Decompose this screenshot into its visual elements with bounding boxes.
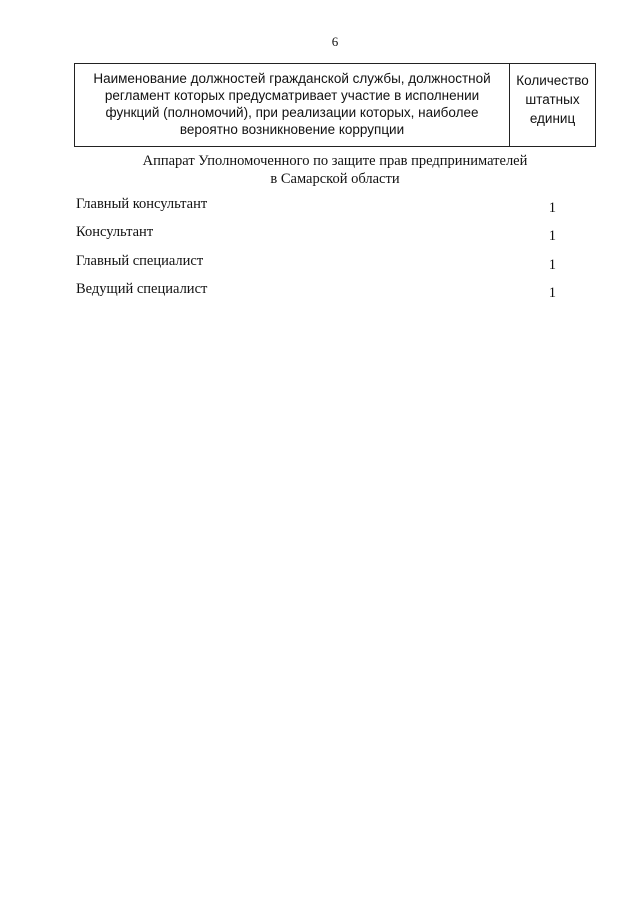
position-name: Консультант [76, 224, 154, 241]
header-table [74, 63, 596, 147]
staff-count-column-header [510, 64, 595, 146]
position-name: Ведущий специалист [76, 280, 208, 297]
staff-count-header-line: штатных [525, 92, 580, 107]
position-row [76, 253, 556, 281]
page-number: 6 [331, 34, 339, 49]
position-name: Главный консультант [76, 196, 208, 212]
position-count: 1 [548, 284, 556, 301]
position-count: 1 [548, 200, 556, 216]
section-title-line: в Самарской области [270, 171, 400, 187]
position-count: 1 [548, 256, 556, 273]
position-names-column-header: Наименование должностей гражданской службы, должностной регламент которых предусматривает участие в исполнении функций (полномочий), при реализации которых, наиболее вероятно возникновение коррупции [75, 64, 510, 146]
section-title-line: Аппарат Уполномоченного по защите прав предпринимателей [142, 153, 528, 169]
staff-count-header-line: единиц [529, 111, 576, 126]
position-name: Главный специалист [76, 252, 204, 269]
staff-count-header-line: Количество [516, 73, 589, 88]
section-title [90, 152, 580, 188]
position-count: 1 [548, 228, 556, 245]
positions-list [76, 196, 556, 309]
position-row [76, 281, 556, 309]
position-row [76, 224, 556, 252]
position-row [76, 196, 556, 224]
